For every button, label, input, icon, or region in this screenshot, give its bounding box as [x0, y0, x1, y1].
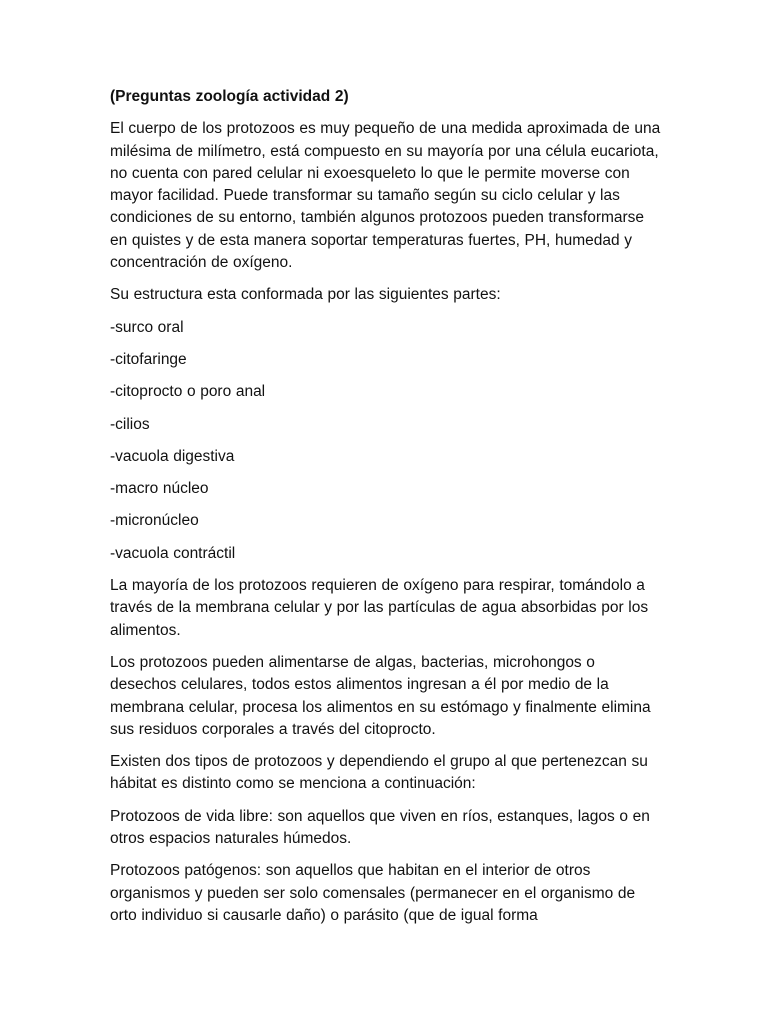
paragraph-body-description: El cuerpo de los protozoos es muy pequeño de una medida aproximada de una milésima de milímetro, está compuesto en su mayoría por una célula eucariota, no cuenta con pared celular ni exoesqueleto lo que le permite moverse con mayor facilidad. Puede transformar su tamaño según su ciclo celular y las condiciones de su entorno, también algunos protozoos pueden transformarse en quistes y de esta manera soportar temperaturas fuertes, PH, humedad y concentración de oxígeno. [110, 120, 661, 272]
paragraph-types-intro: Existen dos tipos de protozoos y dependiendo el grupo al que pertenezcan su hábitat es distinto como se menciona a continuación: [110, 753, 648, 793]
paragraph-nutrition: Los protozoos pueden alimentarse de algas, bacterias, microhongos o desechos celulares, todos estos alimentos ingresan a él por medio de la membrana celular, procesa los alimentos en su estómago y finalmente elimina sus residuos corporales a través del citoprocto. [110, 653, 651, 738]
paragraph-pathogenic: Protozoos patógenos: son aquellos que habitan en el interior de otros organismos y pueden ser solo comensales (permanecer en el organismo de orto individuo si causarle daño) o parásito (que de igual forma [110, 862, 636, 924]
paragraph-respiration: La mayoría de los protozoos requieren de oxígeno para respirar, tomándolo a través de la membrana celular y por las partículas de agua absorbidas por los alimentos. [110, 577, 649, 639]
list-item: -citoprocto o poro anal [110, 383, 266, 401]
list-item: -cilios [110, 415, 150, 433]
document-body [110, 86, 662, 937]
paragraph-structure-intro: Su estructura esta conformada por las siguientes partes: [110, 286, 501, 304]
paragraph-free-living: Protozoos de vida libre: son aquellos que viven en ríos, estanques, lagos o en otros espacios naturales húmedos. [110, 807, 650, 848]
list-item: -citofaringe [110, 350, 187, 368]
list-item: -vacuola contráctil [110, 544, 236, 562]
list-item: -vacuola digestiva [110, 447, 235, 465]
list-item: -micronúcleo [110, 512, 199, 530]
list-item: -surco oral [110, 318, 184, 336]
list-item: -macro núcleo [110, 480, 209, 498]
document-title: (Preguntas zoología actividad 2) [110, 88, 349, 105]
